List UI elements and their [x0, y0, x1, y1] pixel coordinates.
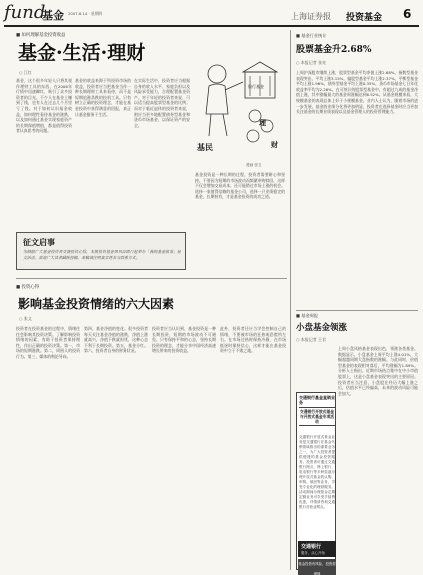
- lead-col-3: 在实际生活中，投资者应当根据自身的收入水平、家庭负担以及风险承受能力，合理配置基金资产。对于年轻的投资者来说，可以适当提高股票型基金的比例；而对于临近退休的投资者来说，则应当更多地配置债券型基金和货币市场基金，以保证资产的安全。: [134, 78, 190, 128]
- lead-bottom-rule: [16, 278, 287, 279]
- logo-cn: 基金: [42, 9, 64, 22]
- ad-body: 交通银行开放式基金业务是交通银行在基金代销领域推出的重要业务之一，为广大投资者提供便捷的基金投资服务。投资者可通过交通银行网点、网上银行、电话银行等多种渠道办理开放式基金的认购、申购、赎回等业务，享受专业化的理财服务。活动期间办理基金定期定额业务可享受手续费优惠，详情请咨询交通银行各营业网点。: [299, 435, 335, 509]
- lead-col-2: 基金的收益来源于所投资市场的收益，投资者应当把基金当作一种长期理财工具来看待，而不是短期追涨杀跌的投机工具。只有树立正确的投资理念，才能在基金投资中获得满意的回报，真正让基金服务于生活。: [75, 78, 131, 117]
- lead-col-1: 基金，这个很多年轻人只将其视作理财工具的东西，在2006年行情中迅速蹿红，吸引了众多投资者的目光。不少人在基金上赚到了钱，也有人在过去几个月里亏了钱。对于如何认识基金收益，如何理性看待基金的涨跌，以及如何通过基金实现家庭资产的长期保值增值，都是值得投资者认真思考的问题。: [16, 78, 72, 134]
- sidebar-top-title: 股票基金升2.68%: [296, 45, 372, 55]
- illustration-caption: 漫画 张卫: [246, 163, 262, 167]
- bank-ad-box: [296, 392, 336, 575]
- second-kicker: ■ 投资心得: [16, 285, 40, 290]
- masthead: [4, 4, 419, 24]
- section-title: 投资基金: [346, 13, 383, 23]
- second-col-1: 投资者在投资基金的过程中，情绪往往会影响其投资决策。了解影响投资情绪的因素，有助于投资者保持理性，作出正确的投资决策。第一，市场的短期涨跌。第二，周围人的投资行为。第三，媒体的舆论导向。: [16, 326, 80, 359]
- header-rule: [4, 25, 419, 27]
- sidebar-mid-body: 上周小盘风格基金表现出色，领涨各类基金。数据显示，小盘基金上周平均上涨4.01%，大幅超越同期大盘指数的涨幅。与此同时，价值型基金的表现相对落后，平均涨幅为1.89%。分析人士指出，近期市场热点集中在中小市值股票上，这是小盘基金表现突出的主要原因。投资者应当注意，小盘股在经历大幅上涨之后，估值水平已经偏高，未来的波动风险可能会加大。: [338, 346, 418, 396]
- sidebar-mid-rule: [296, 310, 418, 311]
- illustration-label-bank: 银行基金: [248, 84, 264, 89]
- sidebar-divider: [290, 30, 291, 570]
- lead-byline: ○ 江红: [19, 70, 32, 75]
- ad-slogan: 服务，从心开始: [301, 551, 325, 555]
- illustration-label-cai: 财: [271, 141, 278, 149]
- ad-brand: 交通银行: [301, 544, 322, 550]
- sidebar-top-body: 上周沪深股市继续上涨，股票型基金平均净值上涨2.68%，指数型基金表现突出，平均上涨3.15%。偏股型基金平均上涨2.37%，平衡型基金平均上涨1.96%，债券型基金平均上涨0.35%，货币市场基金七日年化收益率平均为2.26%。在可统计的股票型基金中，有超过九成的基金净值上涨，其中涨幅最大的基金周涨幅达到6.52%。从基金规模来看，大规模基金的表现总体上好于小规模基金。业内人士认为，随着市场的进一步发展，基金的业绩分化将更加明显，投资者在选择基金时应当更加关注基金的长期业绩表现以及基金管理人的投资管理能力。: [296, 70, 418, 115]
- logo-fund: fund: [4, 2, 46, 23]
- sidebar-top-byline: ○ 本报记者 张亮: [296, 60, 327, 65]
- sidebar-mid-byline: ○ 本报记者 王君: [296, 337, 327, 342]
- newspaper-name: 上海证券报: [291, 12, 331, 21]
- illustration-label-jimin: 基民: [197, 143, 213, 152]
- sidebar-mid-kicker: ■ 基金周报: [296, 313, 319, 318]
- second-col-4: 此外，投资者还应当学会控制自己的情绪，不要被市场的狂热或恐慌所左右。在市场过热时保持冷静，在市场低迷时保持信心，这样才能在基金投资中立于不败之地。: [220, 326, 286, 354]
- lead-kicker: ■ 如何理解基金投资收益: [16, 33, 66, 38]
- sidebar-top-kicker: ■ 基金行业统计: [296, 33, 327, 38]
- lead-illustration: [195, 44, 285, 162]
- illustration-label-li: 理: [259, 119, 266, 127]
- second-title: 影响基金投资情绪的六大因素: [18, 297, 175, 311]
- notice-title: 征文启事: [23, 237, 55, 247]
- second-col-3: 投资者应当认识到，基金投资是一种长期投资，短期的市场波动不可避免。只有保持平和的心态，坚持长期投资的理念，才能分享中国经济高速增长带来的投资收益。: [152, 326, 216, 354]
- ad-logo-block: [298, 541, 336, 557]
- lead-col-4: 基金投资是一种长期的过程，投资者需要耐心和坚持。不要因为短期的市场波动而频繁申购赎回，这样不仅会增加交易成本，还可能错过市场上涨的机会。选择一家值得信赖的基金公司，选择一只业绩稳定的基金，长期持有，才是基金投资的成功之道。: [195, 172, 285, 200]
- call-for-papers-box: [16, 232, 186, 270]
- notice-body: 为鼓励广大基金投资者交流投资心得，本报投资基金周刊自即日起举办「我的基金故事」征文活动，欢迎广大读者踊跃投稿，来稿请注明真实姓名与联系方式。: [23, 249, 181, 260]
- ad-footer: 基金投资有风险，投资需谨慎: [298, 559, 336, 575]
- sidebar-mid-title: 小盘基金领涨: [296, 323, 348, 333]
- second-col-2: 第四，基金净值的变化。很多投资者每天关注基金净值的涨跌，净值上涨就高兴，净值下跌就担忧，这种心态不利于长期投资。第五，基金分红。第六，投资者自身的财务状况。: [84, 326, 148, 354]
- ad-title: 交通银行基金直销业务: [299, 395, 335, 405]
- lead-title: 基金·生活·理财: [18, 42, 146, 64]
- page-number: 6: [403, 7, 412, 21]
- second-byline: ○ 张文: [19, 316, 32, 321]
- issue-info: 2007.6.14 · 星期四: [68, 11, 103, 16]
- ad-subtitle: 交通银行开放式基金与开放式基金专项活动: [299, 409, 335, 424]
